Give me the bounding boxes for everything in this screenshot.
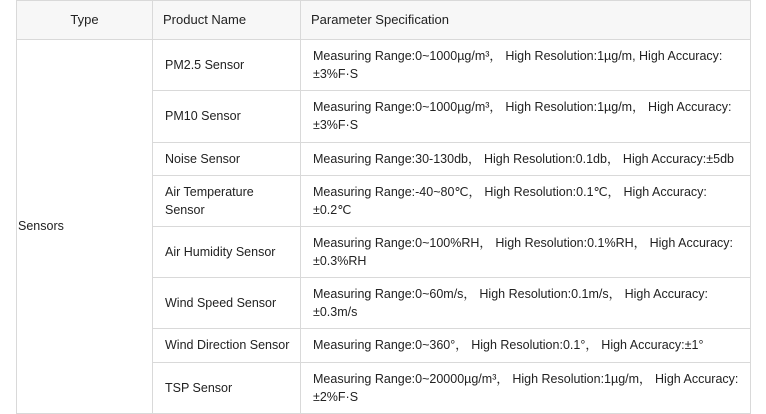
table-header [17,1,751,40]
product-name-cell: TSP Sensor [153,362,301,413]
parameter-spec-cell: Measuring Range:30-130db， High Resolution:0.1db， High Accuracy:±5db [301,142,751,175]
column-header-product-name: Product Name [153,1,301,40]
header-row [17,1,751,40]
column-header-type: Type [17,1,153,40]
product-name-cell: PM10 Sensor [153,91,301,142]
parameter-spec-cell: Measuring Range:0~1000µg/m³， High Resolution:1µg/m， High Accuracy:±3%F·S [301,91,751,142]
product-name-cell: Air Humidity Sensor [153,226,301,277]
parameter-spec-cell: Measuring Range:0~20000µg/m³， High Resolution:1µg/m， High Accuracy:±2%F·S [301,362,751,413]
product-name-cell: PM2.5 Sensor [153,40,301,91]
sensor-specification-table [16,0,751,414]
product-name-cell: Wind Speed Sensor [153,278,301,329]
parameter-spec-cell: Measuring Range:0~360°， High Resolution:0.1°， High Accuracy:±1° [301,329,751,362]
parameter-spec-cell: Measuring Range:0~60m/s， High Resolution:0.1m/s， High Accuracy:±0.3m/s [301,278,751,329]
type-group-sensors: Sensors [17,40,153,414]
parameter-spec-cell: Measuring Range:0~1000µg/m³， High Resolution:1µg/m, High Accuracy:±3%F·S [301,40,751,91]
parameter-spec-cell: Measuring Range:0~100%RH， High Resolution:0.1%RH， High Accuracy:±0.3%RH [301,226,751,277]
table-row [17,40,751,91]
product-name-cell: Noise Sensor [153,142,301,175]
column-header-parameter-specification: Parameter Specification [301,1,751,40]
parameter-spec-cell: Measuring Range:-40~80℃， High Resolution:0.1℃， High Accuracy:±0.2℃ [301,175,751,226]
table-body [17,40,751,414]
product-name-cell: Wind Direction Sensor [153,329,301,362]
product-name-cell: Air Temperature Sensor [153,175,301,226]
